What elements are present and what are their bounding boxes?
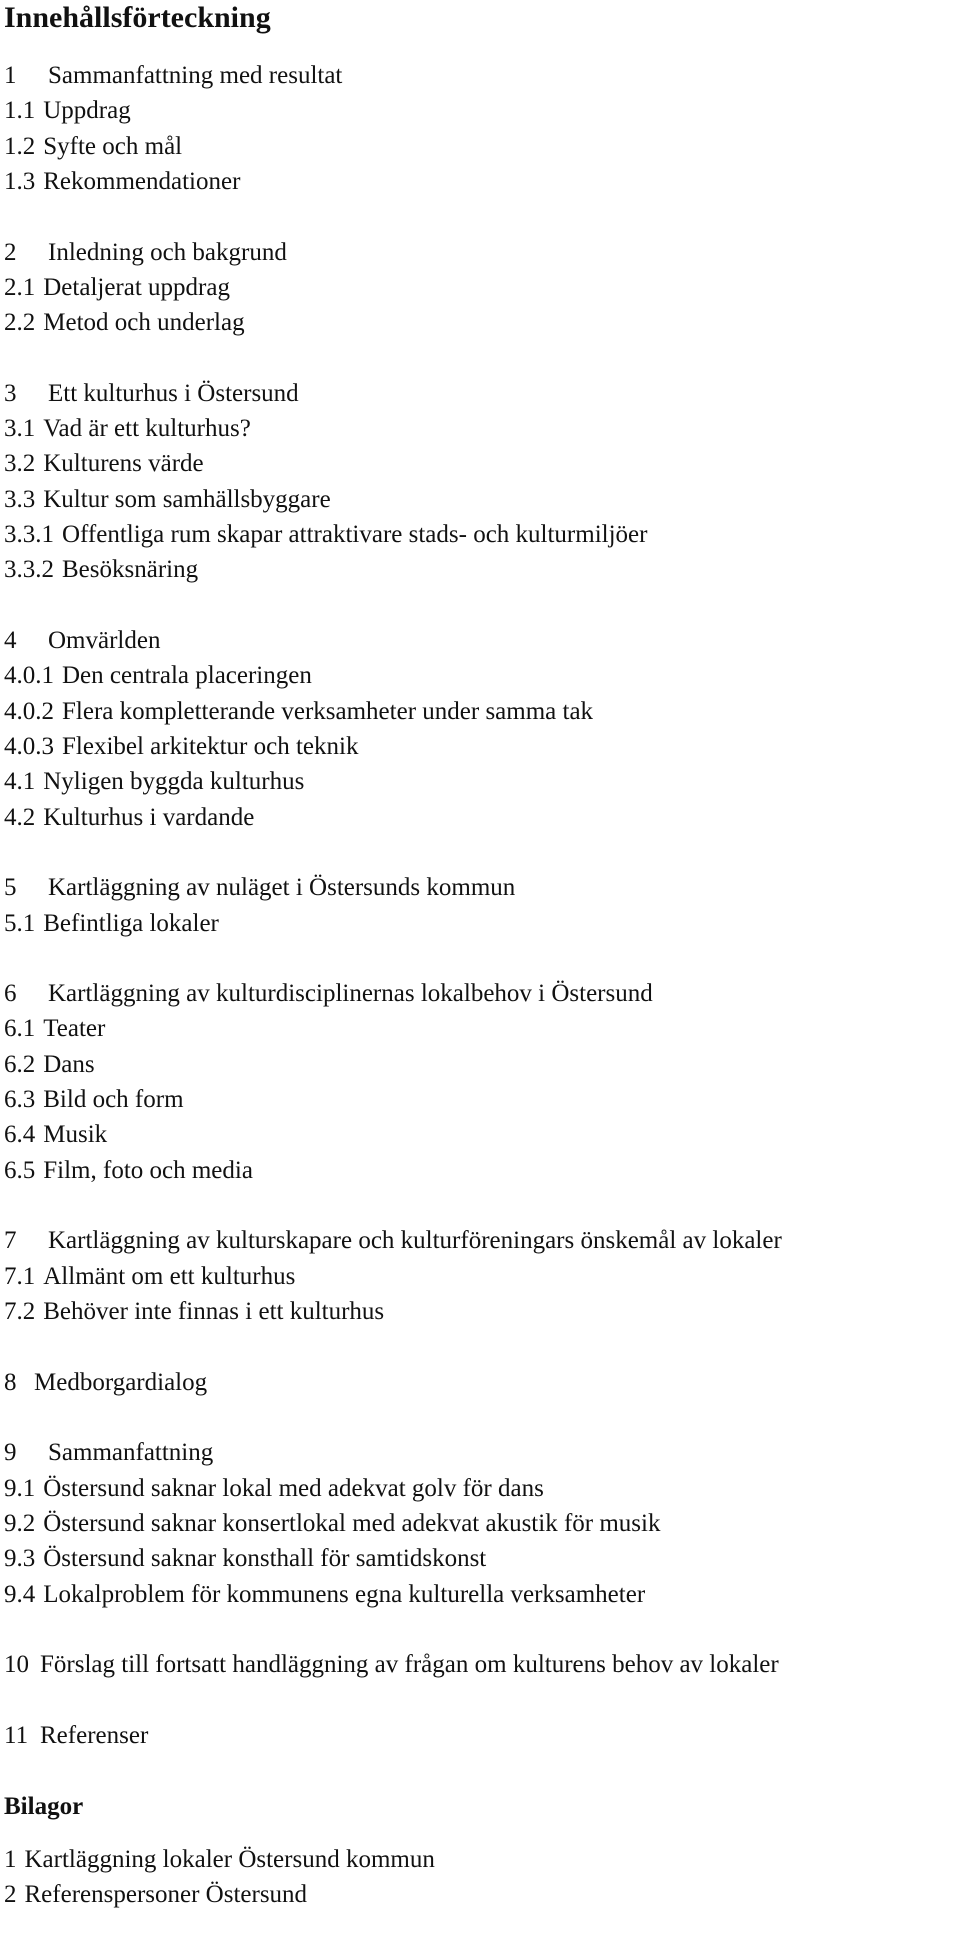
toc-subsection-entry[interactable] xyxy=(4,552,960,587)
toc-entry-number: 3.3.2 xyxy=(4,556,54,584)
toc-entry-number: 9.4 xyxy=(4,1580,36,1608)
toc-subsection-entry[interactable] xyxy=(4,164,960,199)
toc-entry-title: Offentliga rum skapar attraktivare stads- och kulturmiljöer xyxy=(62,521,648,549)
toc-entry-number: 9.1 xyxy=(4,1474,36,1502)
section-gap xyxy=(4,1753,960,1788)
toc-entry-title: Metod och underlag xyxy=(43,309,245,337)
toc-subsection-entry[interactable] xyxy=(4,1471,960,1506)
toc-entry-title: Den centrala placeringen xyxy=(62,662,312,690)
toc-subsection-entry[interactable] xyxy=(4,658,960,693)
toc-entry-number: 5.1 xyxy=(4,909,36,937)
toc-entry-title: Rekommendationer xyxy=(43,167,241,195)
section-gap xyxy=(4,1400,960,1435)
section-gap xyxy=(4,1329,960,1364)
section-gap xyxy=(4,835,960,870)
table-of-contents xyxy=(4,58,960,1753)
toc-entry-number: 2.1 xyxy=(4,273,36,301)
toc-chapter-entry[interactable] xyxy=(4,1718,960,1753)
toc-entry-title: Detaljerat uppdrag xyxy=(43,273,230,301)
toc-entry-number: 7.2 xyxy=(4,1297,36,1325)
toc-entry-title: Kulturhus i vardande xyxy=(43,803,255,831)
toc-subsection-entry[interactable] xyxy=(4,270,960,305)
section-gap xyxy=(4,340,960,375)
toc-entry-number: 11 xyxy=(4,1721,29,1749)
toc-entry-number: 6.5 xyxy=(4,1156,36,1184)
toc-entry-number: 9.2 xyxy=(4,1509,36,1537)
toc-chapter-entry[interactable] xyxy=(4,623,960,658)
toc-entry-title: Vad är ett kulturhus? xyxy=(43,415,251,443)
toc-subsection-entry[interactable] xyxy=(4,1011,960,1046)
toc-subsection-entry[interactable] xyxy=(4,446,960,481)
toc-chapter-entry[interactable] xyxy=(4,1435,960,1470)
section-gap xyxy=(4,1683,960,1718)
toc-entry-title: Besöksnäring xyxy=(62,556,199,584)
toc-section xyxy=(4,1647,960,1682)
toc-entry-title: Musik xyxy=(43,1121,108,1149)
toc-section xyxy=(4,976,960,1188)
toc-entry-number: 7.1 xyxy=(4,1262,36,1290)
toc-subsection-entry[interactable] xyxy=(4,1047,960,1082)
toc-entry-title: Sammanfattning med resultat xyxy=(48,62,343,89)
toc-entry-number: 6.1 xyxy=(4,1015,36,1043)
toc-section xyxy=(4,870,960,941)
bilagor-heading: Bilagor xyxy=(4,1792,84,1820)
toc-entry-title: Referenser xyxy=(40,1721,149,1749)
toc-subsection-entry[interactable] xyxy=(4,729,960,764)
bilaga-number: 2 xyxy=(4,1880,17,1908)
toc-chapter-entry[interactable] xyxy=(4,1223,960,1258)
toc-subsection-entry[interactable] xyxy=(4,1117,960,1152)
toc-entry-number: 10 xyxy=(4,1651,29,1679)
toc-subsection-entry[interactable] xyxy=(4,1294,960,1329)
toc-entry-title: Syfte och mål xyxy=(43,132,183,160)
toc-subsection-entry[interactable] xyxy=(4,906,960,941)
toc-entry-number: 1.3 xyxy=(4,167,36,195)
toc-subsection-entry[interactable] xyxy=(4,1259,960,1294)
toc-entry-title: Uppdrag xyxy=(43,97,131,125)
toc-chapter-entry[interactable] xyxy=(4,1647,960,1682)
toc-entry-title: Dans xyxy=(43,1050,95,1078)
toc-subsection-entry[interactable] xyxy=(4,1541,960,1576)
bilaga-number: 1 xyxy=(4,1845,17,1873)
toc-subsection-entry[interactable] xyxy=(4,800,960,835)
toc-subsection-entry[interactable] xyxy=(4,694,960,729)
toc-entry-number: 4 xyxy=(4,627,17,655)
toc-chapter-entry[interactable] xyxy=(4,870,960,905)
toc-subsection-entry[interactable] xyxy=(4,517,960,552)
toc-entry-title: Lokalproblem för kommunens egna kulturella verksamheter xyxy=(43,1580,646,1608)
section-gap xyxy=(4,941,960,976)
toc-entry-number: 3 xyxy=(4,379,17,407)
toc-section xyxy=(4,1435,960,1611)
toc-entry-number: 1.1 xyxy=(4,97,36,125)
toc-entry-number: 8 xyxy=(4,1368,17,1396)
toc-entry-number: 9 xyxy=(4,1439,17,1467)
toc-entry-number: 6.3 xyxy=(4,1086,36,1114)
section-gap xyxy=(4,588,960,623)
toc-section xyxy=(4,1223,960,1329)
toc-chapter-entry[interactable] xyxy=(4,58,960,93)
toc-entry-title: Flera kompletterande verksamheter under samma tak xyxy=(62,697,594,725)
toc-entry-number: 3.3 xyxy=(4,485,36,513)
toc-entry-title: Förslag till fortsatt handläggning av frågan om kulturens behov av lokaler xyxy=(40,1651,779,1679)
toc-subsection-entry[interactable] xyxy=(4,411,960,446)
toc-chapter-entry[interactable] xyxy=(4,1365,960,1400)
toc-entry-title: Medborgardialog xyxy=(34,1368,208,1396)
section-gap xyxy=(4,1188,960,1223)
toc-entry-number: 7 xyxy=(4,1227,17,1255)
toc-entry-number: 1 xyxy=(4,62,17,89)
toc-subsection-entry[interactable] xyxy=(4,305,960,340)
toc-entry-title: Bild och form xyxy=(43,1086,184,1114)
bilagor-list xyxy=(4,1842,960,1913)
toc-section xyxy=(4,623,960,835)
toc-entry-number: 3.3.1 xyxy=(4,521,54,549)
toc-entry-number: 4.0.2 xyxy=(4,697,54,725)
toc-entry-title: Film, foto och media xyxy=(43,1156,253,1184)
toc-entry-title: Kulturens värde xyxy=(43,450,204,478)
toc-entry-number: 4.2 xyxy=(4,803,36,831)
toc-entry-title: Omvärlden xyxy=(48,627,161,655)
bilaga-title: Kartläggning lokaler Östersund kommun xyxy=(24,1845,435,1873)
toc-section xyxy=(4,58,960,199)
toc-subsection-entry[interactable] xyxy=(4,482,960,517)
toc-chapter-entry[interactable] xyxy=(4,976,960,1011)
toc-section xyxy=(4,376,960,588)
toc-entry-title: Kultur som samhällsbyggare xyxy=(43,485,331,513)
toc-section xyxy=(4,1718,960,1753)
toc-chapter-entry[interactable] xyxy=(4,235,960,270)
toc-subsection-entry[interactable] xyxy=(4,93,960,128)
toc-entry-title: Ett kulturhus i Östersund xyxy=(48,379,299,407)
toc-subsection-entry[interactable] xyxy=(4,1153,960,1188)
toc-entry-title: Östersund saknar lokal med adekvat golv för dans xyxy=(43,1474,544,1502)
toc-entry-number: 5 xyxy=(4,874,17,902)
toc-entry-number: 6 xyxy=(4,980,17,1008)
toc-subsection-entry[interactable] xyxy=(4,764,960,799)
toc-entry-number: 4.0.3 xyxy=(4,732,54,760)
toc-entry-number: 4.1 xyxy=(4,768,36,796)
toc-subsection-entry[interactable] xyxy=(4,129,960,164)
toc-entry-number: 9.3 xyxy=(4,1545,36,1573)
toc-entry-title: Kartläggning av kulturskapare och kulturföreningars önskemål av lokaler xyxy=(48,1227,782,1255)
toc-section xyxy=(4,235,960,341)
toc-entry-title: Kartläggning av kulturdisciplinernas lokalbehov i Östersund xyxy=(48,980,653,1008)
section-gap xyxy=(4,1824,960,1842)
section-gap xyxy=(4,1612,960,1647)
bilaga-title: Referenspersoner Östersund xyxy=(24,1880,308,1908)
toc-chapter-entry[interactable] xyxy=(4,376,960,411)
toc-entry-title: Flexibel arkitektur och teknik xyxy=(62,732,359,760)
toc-entry-title: Behöver inte finnas i ett kulturhus xyxy=(43,1297,385,1325)
toc-entry-title: Nyligen byggda kulturhus xyxy=(43,768,305,796)
toc-entry-title: Allmänt om ett kulturhus xyxy=(43,1262,296,1290)
bilaga-entry[interactable] xyxy=(4,1842,960,1877)
toc-entry-title: Östersund saknar konsertlokal med adekvat akustik för musik xyxy=(43,1509,661,1537)
toc-entry-number: 6.2 xyxy=(4,1050,36,1078)
toc-section xyxy=(4,1365,960,1400)
toc-subsection-entry[interactable] xyxy=(4,1506,960,1541)
toc-entry-number: 2 xyxy=(4,238,17,266)
toc-entry-number: 4.0.1 xyxy=(4,662,54,690)
toc-entry-number: 3.2 xyxy=(4,450,36,478)
toc-entry-title: Kartläggning av nuläget i Östersunds kommun xyxy=(48,874,516,902)
toc-entry-number: 3.1 xyxy=(4,415,36,443)
toc-entry-number: 1.2 xyxy=(4,132,36,160)
toc-entry-title: Östersund saknar konsthall för samtidskonst xyxy=(43,1545,487,1573)
toc-entry-title: Befintliga lokaler xyxy=(43,909,219,937)
section-gap xyxy=(4,199,960,234)
toc-subsection-entry[interactable] xyxy=(4,1577,960,1612)
toc-entry-number: 6.4 xyxy=(4,1121,36,1149)
page-title: Innehållsförteckning xyxy=(4,1,271,34)
toc-entry-title: Sammanfattning xyxy=(48,1439,214,1467)
bilaga-entry[interactable] xyxy=(4,1877,960,1912)
toc-entry-title: Teater xyxy=(43,1015,106,1043)
toc-entry-number: 2.2 xyxy=(4,309,36,337)
toc-entry-title: Inledning och bakgrund xyxy=(48,238,287,266)
toc-subsection-entry[interactable] xyxy=(4,1082,960,1117)
